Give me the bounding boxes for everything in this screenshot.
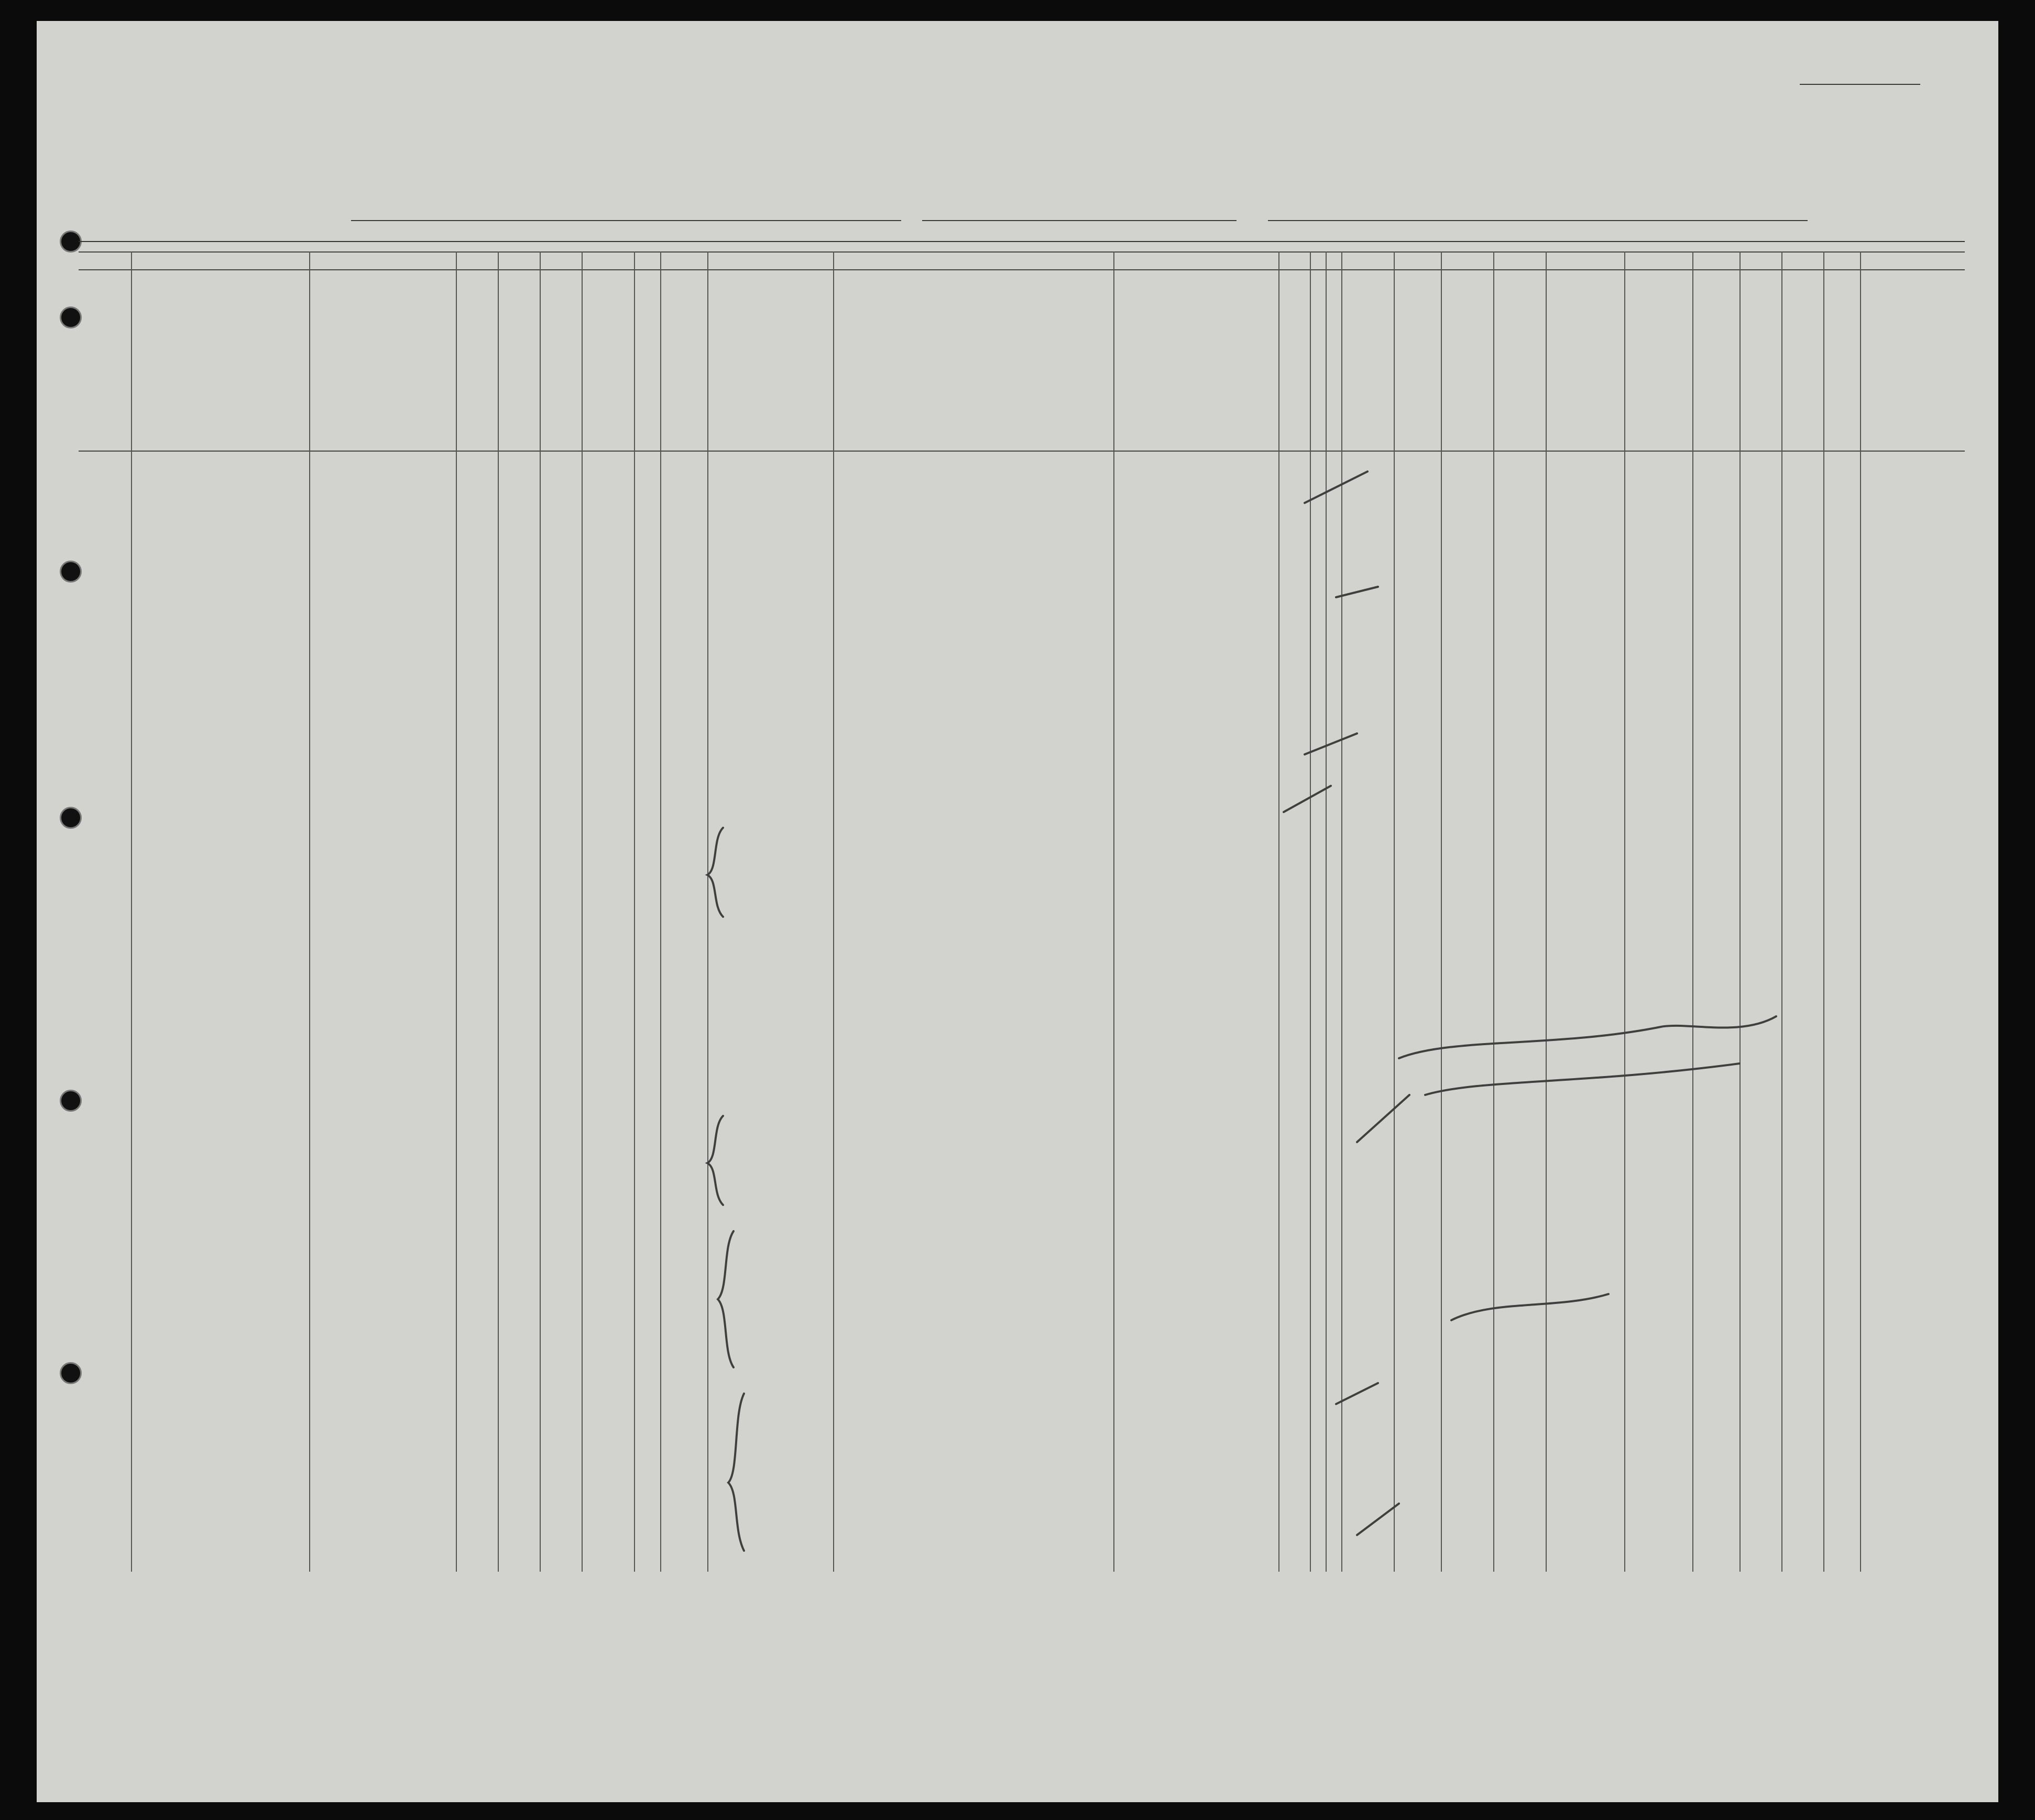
column-divider <box>707 251 708 1572</box>
header-rule-numbers <box>79 269 1965 270</box>
header-rule-top <box>79 251 1965 253</box>
column-divider <box>1326 251 1327 1572</box>
column-divider <box>1624 251 1625 1572</box>
column-divider <box>1739 251 1741 1572</box>
column-divider <box>1394 251 1395 1572</box>
list-underline <box>1800 84 1920 85</box>
column-divider <box>582 251 583 1572</box>
column-divider <box>1113 251 1114 1572</box>
top-rule <box>79 241 1965 242</box>
column-divider <box>1278 251 1279 1572</box>
column-divider <box>1692 251 1693 1572</box>
column-divider <box>1860 251 1861 1572</box>
date-underline <box>922 220 1237 221</box>
column-divider <box>1441 251 1442 1572</box>
header-rule-bottom <box>79 451 1965 452</box>
column-divider <box>540 251 541 1572</box>
column-divider <box>1310 251 1311 1572</box>
column-divider <box>1546 251 1547 1572</box>
year-underline <box>1268 220 1808 221</box>
column-divider <box>634 251 635 1572</box>
column-divider <box>1493 251 1494 1572</box>
column-divider <box>1823 251 1824 1572</box>
manifest-sheet <box>37 21 1998 1802</box>
column-divider <box>1781 251 1782 1572</box>
column-divider <box>131 251 132 1572</box>
column-divider <box>456 251 457 1572</box>
manifest-table <box>79 251 1965 1572</box>
port-underline <box>351 220 901 221</box>
column-divider <box>498 251 499 1572</box>
column-divider <box>1341 251 1342 1572</box>
column-divider <box>833 251 834 1572</box>
column-divider <box>309 251 310 1572</box>
column-divider <box>660 251 661 1572</box>
